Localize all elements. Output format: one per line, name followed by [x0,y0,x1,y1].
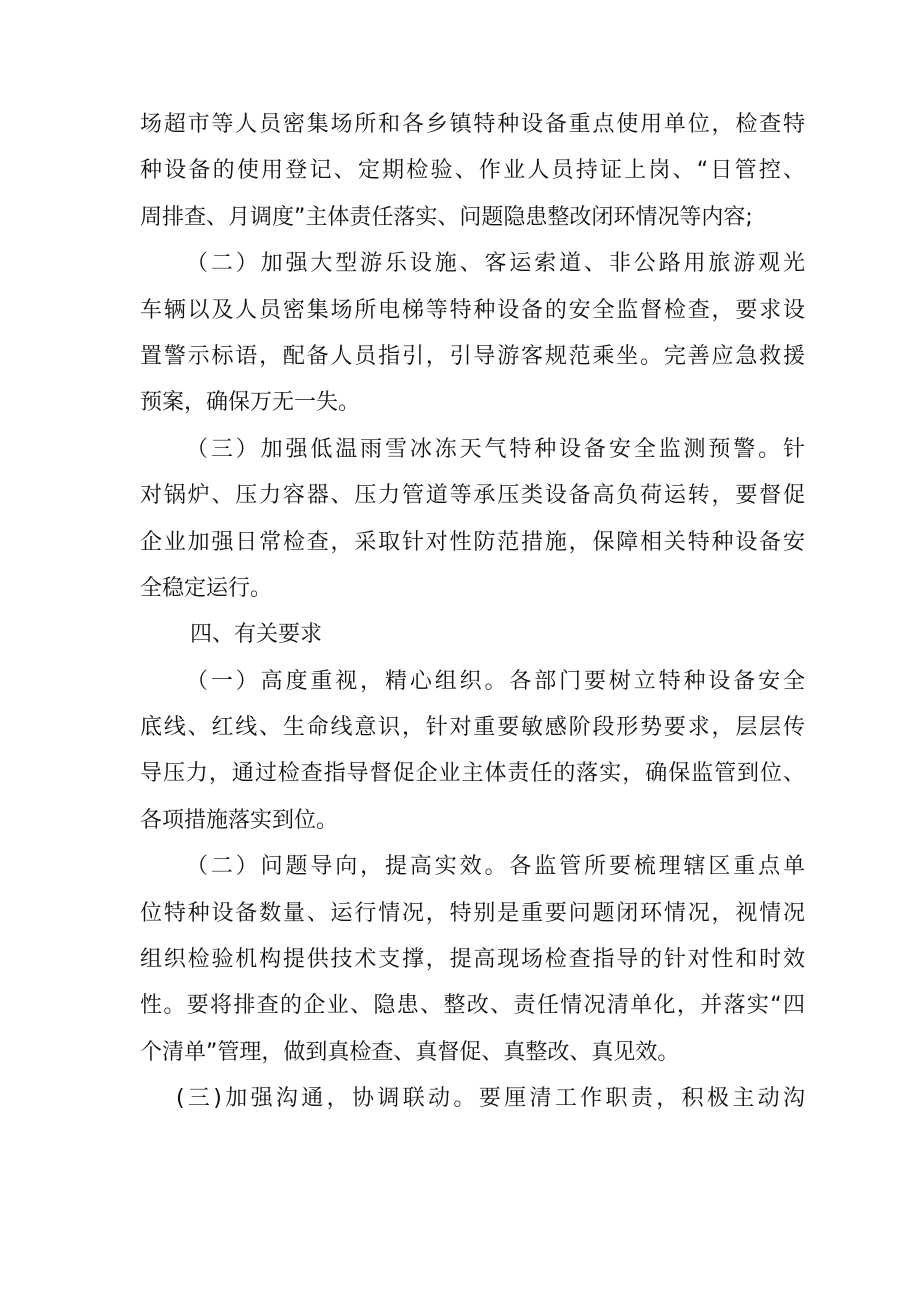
text-line: 周排查、月调度”主体责任落实、问题隐患整改闭环情况等内容; [140,204,753,230]
section-heading: 四、有关要求 [190,622,323,648]
text-line: (三)加强沟通，协调联动。要厘清工作职责，积极主动沟 [176,1086,805,1112]
text-line: （二）加强大型游乐设施、客运索道、非公路用旅游观光 [186,251,805,277]
text-line: 企业加强日常检查，采取针对性防范措施，保障相关特种设备安 [140,529,805,555]
text-line: 车辆以及人员密集场所电梯等特种设备的安全监督检查，要求设 [140,297,805,323]
document-body [140,102,805,1123]
text-line: 种设备的使用登记、定期检验、作业人员持证上岗、“日管控、 [140,158,805,184]
text-line: （一）高度重视，精心组织。各部门要树立特种设备安全 [186,668,805,694]
text-line: 全稳定运行。 [140,575,273,601]
text-line: 组织检验机构提供技术支撑，提高现场检查指导的针对性和时效 [140,947,805,973]
text-line: （二）问题导向，提高实效。各监管所要梳理辖区重点单 [186,854,805,880]
text-line: 预案，确保万无一失。 [140,390,361,416]
text-line: 个清单”管理，做到真检查、真督促、真整改、真见效。 [140,1039,680,1065]
text-line: 性。要将排查的企业、隐患、整改、责任情况清单化，并落实“四 [140,993,805,1019]
text-line: 底线、红线、生命线意识，针对重要敏感阶段形势要求，层层传 [140,715,805,741]
text-line: （三）加强低温雨雪冰冻天气特种设备安全监测预警。针 [186,436,805,462]
text-line: 置警示标语，配备人员指引，引导游客规范乘坐。完善应急救援 [140,343,805,369]
text-line: 位特种设备数量、运行情况，特别是重要问题闭环情况，视情况 [140,900,805,926]
text-line: 各项措施落实到位。 [140,807,339,833]
text-line: 导压力，通过检查指导督促企业主体责任的落实，确保监管到位、 [140,761,805,787]
text-line: 对锅炉、压力容器、压力管道等承压类设备高负荷运转，要督促 [140,483,805,509]
text-line: 场超市等人员密集场所和各乡镇特种设备重点使用单位，检查特 [140,112,805,137]
